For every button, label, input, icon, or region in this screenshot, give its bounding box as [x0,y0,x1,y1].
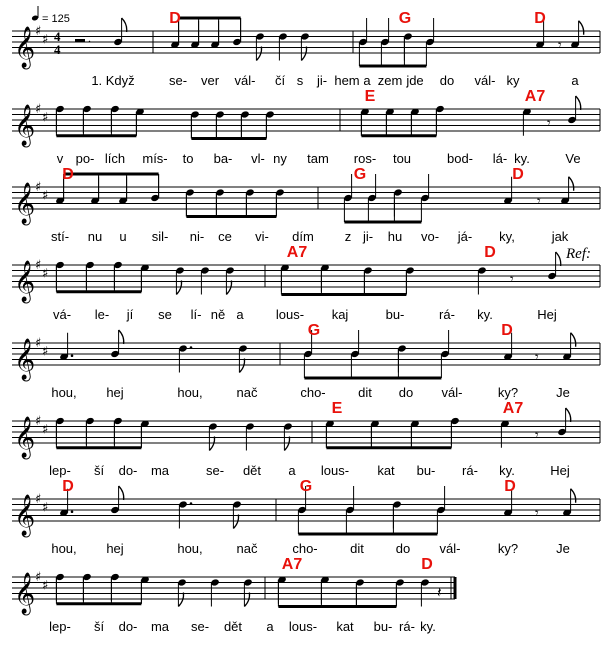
chord-symbol: A7 [502,400,524,417]
lyric-syllable: já- [457,229,473,244]
note [238,344,248,372]
staff-system [12,6,600,88]
staff-system [12,244,600,322]
lyric-syllable: s [296,73,304,88]
note [560,177,574,205]
lyric-syllable: ně [210,307,226,322]
staff-system [12,322,600,400]
lyric-syllable: ky. [477,307,493,322]
lyric-syllable: Hej [550,463,570,478]
lyric-syllable: lous- [275,307,305,322]
lyric-syllable: zem [377,73,403,88]
staff-system [12,400,600,478]
sharp-icon: ♯ [42,32,49,48]
eighth-rest-icon: 𝄾 [535,349,539,366]
lyric-syllable: vi- [255,229,269,244]
lyric-syllable: vál- [234,73,256,88]
lyric-syllable: nač [236,385,258,400]
lyric-syllable: ji- [316,73,328,88]
lyric-syllable: z [344,229,352,244]
lyric-syllable: Ve [565,151,581,166]
lyric-syllable: a [363,73,371,88]
lyric-syllable: dit [350,541,364,556]
lyric-syllable: Je [556,385,570,400]
lyric-syllable: ce [218,229,232,244]
lyric-syllable: sil- [151,229,169,244]
lyric-syllable: a [266,619,274,634]
lyric-syllable: ší [93,463,105,478]
note [59,333,73,361]
lyric-syllable: se- [168,73,188,88]
time-signature-top: 4 [54,29,61,44]
eighth-rest-icon: 𝄾 [535,505,539,522]
lyric-syllable: ba- [213,151,233,166]
sharp-icon: ♯ [42,110,49,126]
note [425,18,435,46]
note [420,578,430,606]
lyric-syllable: nač [236,541,258,556]
sharp-icon: ♯ [42,500,49,516]
sharp-icon: ♯ [35,258,42,273]
chord-symbol: G [307,322,321,339]
lyric-syllable: ny [273,151,287,166]
treble-clef-icon: 𝄞 [14,339,36,380]
lyric-syllable: jde [406,73,424,88]
note [477,266,487,294]
sharp-icon: ♯ [35,414,42,429]
note [343,174,353,202]
treble-clef-icon: 𝄞 [14,417,36,458]
chord-symbol: D [534,10,546,27]
lyric-syllable: tam [307,151,329,166]
note [225,266,235,294]
chord-symbol: D [484,244,496,261]
eighth-rest-icon: 𝄾 [558,37,562,54]
lyric-syllable: ky [506,73,520,88]
lyric-syllable: jí [126,307,134,322]
chord-symbol: D [421,556,433,573]
lyric-syllable: ji- [362,229,374,244]
note [420,174,430,202]
staff-system [12,478,600,556]
chord-symbol: D [62,478,74,495]
chord-symbol: D [169,10,181,27]
lyric-syllable: do- [118,619,138,634]
eighth-rest-icon: 𝄾 [535,427,539,444]
lyric-syllable: ky. [420,619,436,634]
sharp-icon: ♯ [35,24,42,39]
lyric-syllable: hou, [177,385,203,400]
note [210,578,220,606]
lyric-syllable: vá- [52,307,72,322]
lyric-syllable: vál- [474,73,496,88]
tempo-marking [31,6,70,25]
lyric-syllable: hem [334,73,360,88]
note [278,32,288,60]
chord-symbol: A7 [524,88,546,105]
lyric-syllable: rá- [439,307,455,322]
lyric-syllable: do [439,73,455,88]
lyric-syllable: ky? [497,541,519,556]
note [440,330,450,358]
half-rest-icon [75,39,85,42]
note [177,578,187,606]
note [562,489,576,517]
lyric-syllable: ma [150,619,170,634]
lyric-syllable: do [398,385,414,400]
note [345,486,355,514]
lyric-syllable: le- [94,307,110,322]
lyric-syllable: lous- [320,463,350,478]
lyric-syllable: kaj [331,307,349,322]
staff-system [12,556,455,634]
lyric-syllable: vl- [251,151,265,166]
treble-clef-icon: 𝄞 [14,105,36,146]
lyric-syllable: dit [358,385,372,400]
chord-symbol: G [353,166,367,183]
sharp-icon: ♯ [42,578,49,594]
lyric-syllable: u [119,229,127,244]
lyric-syllable: ver [200,73,220,88]
lyric-syllable: čí [274,73,286,88]
lyric-syllable: ky? [497,385,519,400]
lyric-syllable: ší [93,619,105,634]
lyric-syllable: tou [392,151,412,166]
lyric-syllable: lích [104,151,126,166]
sharp-icon: ♯ [42,188,49,204]
lyric-syllable: Je [556,541,570,556]
note [255,32,265,60]
chord-symbol: E [364,88,376,105]
note [436,486,446,514]
lyric-syllable: lep- [49,619,71,634]
note [570,21,584,49]
lyric-syllable: to [182,151,194,166]
chord-symbol: A7 [286,244,308,261]
lyric-syllable: se [158,307,172,322]
treble-clef-icon: 𝄞 [14,261,36,302]
lyric-syllable: bu- [385,307,405,322]
note [500,420,510,448]
lyric-syllable: lí- [190,307,202,322]
lyric-syllable: lous- [288,619,318,634]
treble-clef-icon: 𝄞 [14,573,36,614]
lyric-syllable: a [288,463,296,478]
lyric-syllable: vo- [420,229,440,244]
treble-clef-icon: 𝄞 [14,183,36,224]
note [200,266,210,294]
chord-symbol: A7 [281,556,303,573]
chord-symbol: D [512,166,524,183]
lyric-syllable: Hej [537,307,557,322]
rest-dot: . [88,31,91,45]
lyric-syllable: dět [223,619,243,634]
lyric-syllable: kat [377,463,395,478]
time-signature-bottom: 4 [54,42,61,57]
lyric-syllable: nu [87,229,103,244]
lyric-syllable: hou, [51,541,77,556]
lyric-syllable: ky. [499,463,515,478]
sharp-icon: ♯ [42,344,49,360]
lyric-syllable: do- [118,463,138,478]
lyric-syllable: se- [190,619,210,634]
lyric-syllable: ni- [189,229,205,244]
note [358,18,368,46]
lyric-syllable: kat [336,619,354,634]
lyric-syllable: dět [242,463,262,478]
lyric-syllable: hou, [177,541,203,556]
lyric-syllable: rá- [399,619,415,634]
lyric-syllable: hej [106,385,124,400]
treble-clef-icon: 𝄞 [14,495,36,536]
quarter-rest-icon: 𝄽 [437,583,442,602]
lyric-syllable: bu- [373,619,393,634]
note [350,330,360,358]
note [380,18,390,46]
sharp-icon: ♯ [35,180,42,195]
sharp-icon: ♯ [35,336,42,351]
lyric-syllable: lep- [49,463,71,478]
lyric-syllable: ma [150,463,170,478]
lyric-syllable: rá- [462,463,478,478]
lyric-syllable: po- [75,151,95,166]
chord-symbol: G [398,10,412,27]
lyric-syllable: se- [205,463,225,478]
eighth-rest-icon: 𝄾 [547,115,551,132]
note [522,108,532,136]
chord-symbol: G [299,478,313,495]
sharp-icon: ♯ [35,492,42,507]
lyric-syllable: vál- [439,541,461,556]
sharp-icon: ♯ [35,570,42,585]
note [562,333,576,361]
lyric-syllable: bod- [446,151,474,166]
note [245,422,255,450]
lyric-syllable: hou, [51,385,77,400]
lyric-syllable: 1. Když [91,73,135,88]
lyric-syllable: vál- [441,385,463,400]
treble-clef-icon: 𝄞 [14,27,36,68]
lyric-syllable: hu [387,229,403,244]
lyric-syllable: v [56,151,64,166]
eighth-rest-icon: 𝄾 [510,271,514,288]
lyric-syllable: hej [106,541,124,556]
chord-symbol: D [62,166,74,183]
lyric-syllable: lá- [492,151,508,166]
refrain-label: Ref: [566,246,591,262]
note [208,422,218,450]
lyric-syllable: stí- [50,229,70,244]
tempo-label: = 125 [42,13,70,25]
lyric-syllable: cho- [300,385,326,400]
note [367,174,377,202]
note [243,578,253,606]
lyric-syllable: ky, [499,229,515,244]
lyric-syllable: ky. [514,151,530,166]
sharp-icon: ♯ [42,266,49,282]
lyric-syllable: ros- [353,151,377,166]
lyric-syllable: a [236,307,244,322]
note [283,422,293,450]
chord-symbol: E [331,400,343,417]
note [175,266,185,294]
chord-symbol: D [504,478,516,495]
chord-symbol: D [501,322,513,339]
staff-system [12,166,600,244]
lyric-syllable: a [571,73,579,88]
lyric-syllable: dím [292,229,314,244]
note [300,32,310,60]
sharp-icon: ♯ [42,422,49,438]
lyric-syllable: mís- [142,151,168,166]
staff-system [12,88,600,166]
lyric-syllable: jak [551,229,569,244]
note [232,500,242,528]
lyric-syllable: do [395,541,411,556]
eighth-rest-icon: 𝄾 [537,193,541,210]
sharp-icon: ♯ [35,102,42,117]
lyric-syllable: bu- [416,463,436,478]
lyric-syllable: cho- [292,541,318,556]
